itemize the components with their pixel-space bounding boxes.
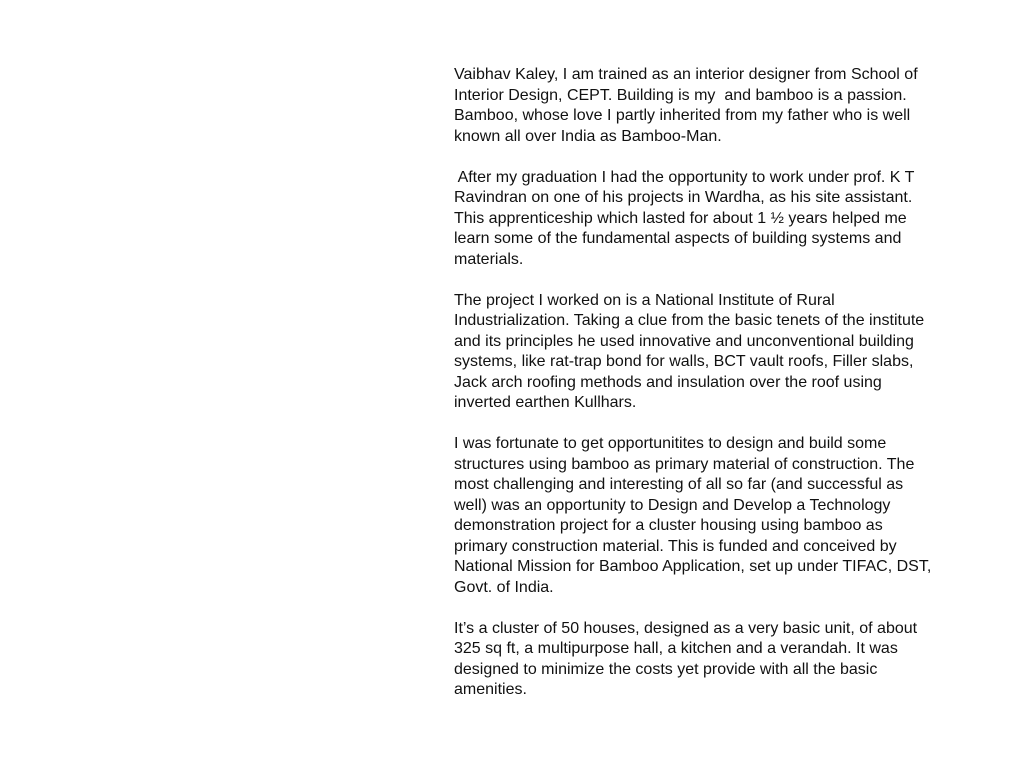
text-line: Interior Design, CEPT. Building is my and bamboo is a passion. [454, 86, 907, 104]
text-line: well) was an opportunity to Design and Develop a Technology [454, 496, 891, 514]
text-line: systems, like rat-trap bond for walls, BCT vault roofs, Filler slabs, [454, 353, 914, 370]
text-line: After my graduation I had the opportunity to work under prof. K T [454, 168, 915, 186]
text-line: National Mission for Bamboo Application, set up under TIFAC, DST, [454, 558, 932, 575]
text-line: designed to minimize the costs yet provide with all the basic [454, 660, 878, 678]
text-line: demonstration project for a cluster housing using bamboo as [454, 517, 883, 534]
paragraph-introduction [454, 65, 974, 147]
paragraph-bamboo-structures [454, 434, 974, 598]
text-line: Vaibhav Kaley, I am trained as an interior designer from School of [454, 66, 918, 83]
text-line: and its principles he used innovative and unconventional building [454, 332, 914, 350]
text-line: The project I worked on is a National Institute of Rural [454, 291, 835, 309]
paragraph-cluster-housing [454, 619, 974, 701]
text-line: I was fortunate to get opportunitites to design and build some [454, 435, 887, 452]
paragraph-project [454, 291, 974, 414]
text-line: This apprenticeship which lasted for about 1 ½ years helped me [454, 209, 907, 227]
text-line: Bamboo, whose love I partly inherited from my father who is well [454, 107, 911, 124]
text-line: 325 sq ft, a multipurpose hall, a kitchen and a verandah. It was [454, 640, 898, 657]
paragraph-apprenticeship [454, 168, 974, 271]
text-line: learn some of the fundamental aspects of building systems and [454, 230, 902, 247]
text-line: materials. [454, 250, 524, 268]
text-line: It’s a cluster of 50 houses, designed as a very basic unit, of about [454, 619, 918, 637]
text-line: amenities. [454, 681, 527, 698]
text-line: structures using bamboo as primary material of construction. The [454, 455, 915, 473]
text-line: Govt. of India. [454, 578, 554, 596]
body-text [454, 65, 974, 701]
text-line: primary construction material. This is funded and conceived by [454, 537, 897, 555]
text-line: inverted earthen Kullhars. [454, 394, 637, 411]
text-line: most challenging and interesting of all so far (and successful as [454, 476, 904, 493]
text-line: Ravindran on one of his projects in Wardha, as his site assistant. [454, 189, 913, 206]
text-line: Industrialization. Taking a clue from the basic tenets of the institute [454, 312, 925, 329]
text-line: Jack arch roofing methods and insulation over the roof using [454, 373, 882, 391]
text-line: known all over India as Bamboo-Man. [454, 127, 722, 145]
